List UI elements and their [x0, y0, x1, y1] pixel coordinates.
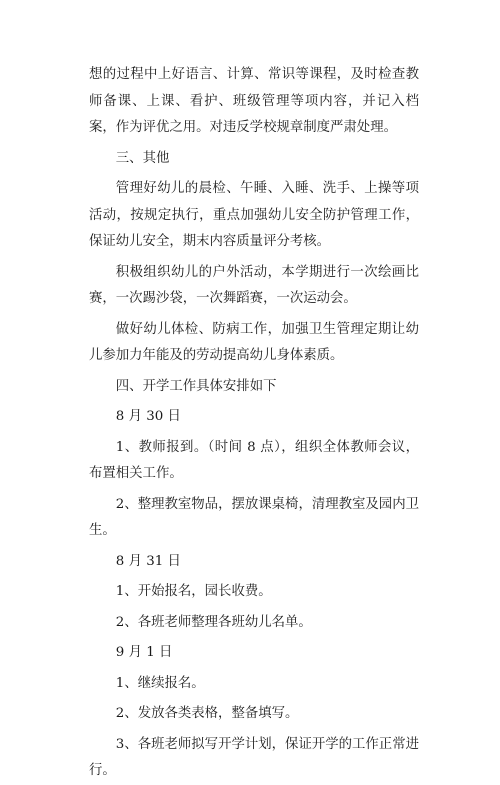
paragraph-continuation: 想的过程中上好语言、计算、常识等课程，及时检查教师备课、上课、看护、班级管理等项内容，并记入档案，作为评优之用。对违反学校规章制度严肃处理。	[89, 67, 419, 135]
date-heading-sep-1: 9 月 1 日	[115, 645, 173, 660]
list-item: 2、各班老师整理各班幼儿名单。	[115, 614, 312, 630]
paragraph-outdoor-activities: 积极组织幼儿的户外活动，本学期进行一次绘画比赛，一次踢沙袋，一次舞蹈赛，一次运动会。	[89, 264, 419, 306]
date-heading-aug-30: 8 月 30 日	[115, 409, 181, 424]
list-item: 1、开始报名，园长收费。	[115, 584, 272, 599]
section-heading-schedule: 四、开学工作具体安排如下	[115, 378, 277, 394]
list-item: 1、继续报名。	[115, 675, 205, 691]
paragraph-health: 做好幼儿体检、防病工作，加强卫生管理定期让幼儿参加力年能及的劳动提高幼儿身体素质。	[89, 321, 419, 363]
list-item: 3、各班老师拟写开学计划，保证开学的工作正常进行。	[89, 736, 419, 778]
date-heading-aug-31: 8 月 31 日	[115, 553, 181, 569]
section-heading-other: 三、其他	[115, 150, 170, 166]
document-body	[89, 62, 419, 785]
paragraph-daily-management: 管理好幼儿的晨检、午睡、入睡、洗手、上操等项活动，按规定执行，重点加强幼儿安全防护管理工作，保证幼儿安全，期末内容质量评分考核。	[89, 181, 419, 249]
list-item: 1、教师报到。（时间 8 点），组织全体教师会议，布置相关工作。	[89, 439, 419, 481]
list-item: 2、发放各类表格，整备填写。	[115, 706, 299, 721]
list-item: 2、整理教室物品，摆放课桌椅，清理教室及园内卫生。	[89, 496, 419, 538]
